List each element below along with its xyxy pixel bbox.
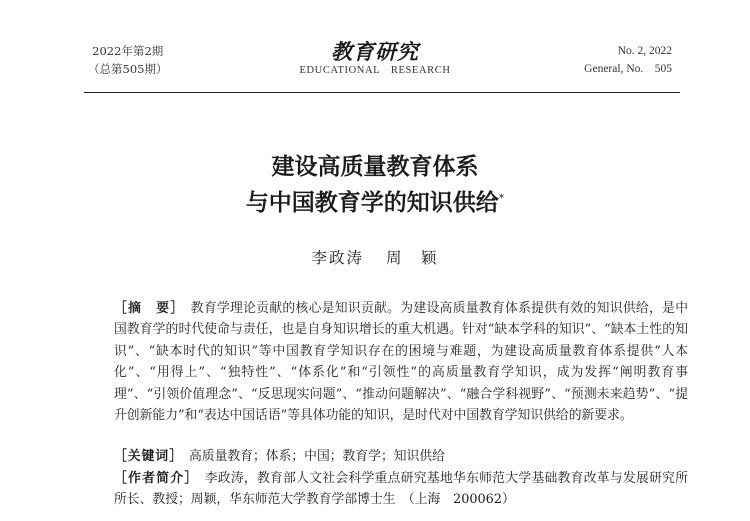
abstract [114,298,688,426]
author-bio-label: ［作者简介］ [114,471,199,486]
serial-number: （总第505期） [88,62,168,76]
abstract-text: 教育学理论贡献的核心是知识贡献。为建设高质量教育体系提供有效的知识供给，是中国教育学的时代使命与责任，也是自身知识增长的重大机遇。针对“缺本学科的知识”、“缺本土性的知识”、“缺本时代的知识”等中国教育学知识存在的困境与难题，为建设高质量教育体系提供“人本化”、“用得上”、“独特性”、“体系化”和“引领性”的高质量教育学知识，成为发挥“阐明教育事理”、“引领价值理念”、“反思现实问题”、“推动问题解决”、“融合学科视野”、“预测未来趋势”、“提升创新能力”和“表达中国话语”等具体功能的知识，是时代对中国教育学知识供给的新要求。 [114,301,689,424]
header-rule [84,92,680,93]
author-name: 李政涛 [311,249,364,267]
serial-number-en: General, No. 505 [584,63,672,75]
author-name: 周 颖 [386,249,439,267]
author-list [0,246,750,268]
issue-number: 2022年第2期 [92,44,164,58]
journal-english-name: EDUCATIONAL RESEARCH [299,65,451,76]
keywords [114,446,688,467]
issue-number-en: No. 2, 2022 [617,45,672,57]
article-title-line2: 与中国教育学的知识供给* [245,190,505,216]
author-bio [114,468,688,511]
journal-logo: 教育研究 [331,39,419,64]
title-footnote-mark: * [498,191,505,205]
article-title-line1: 建设高质量教育体系 [271,154,479,180]
abstract-label: ［摘 要］ [114,301,185,316]
issue-info-right [584,42,672,78]
author-bio-text: 李政涛，教育部人文社会科学重点研究基地华东师范大学基础教育改革与发展研究所所长、教授；周颖，华东师范大学教育学部博士生 （上海 200062） [114,471,689,508]
keywords-text: 高质量教育；体系；中国；教育学；知识供给 [188,449,445,464]
keywords-label: ［关键词］ [114,449,183,464]
